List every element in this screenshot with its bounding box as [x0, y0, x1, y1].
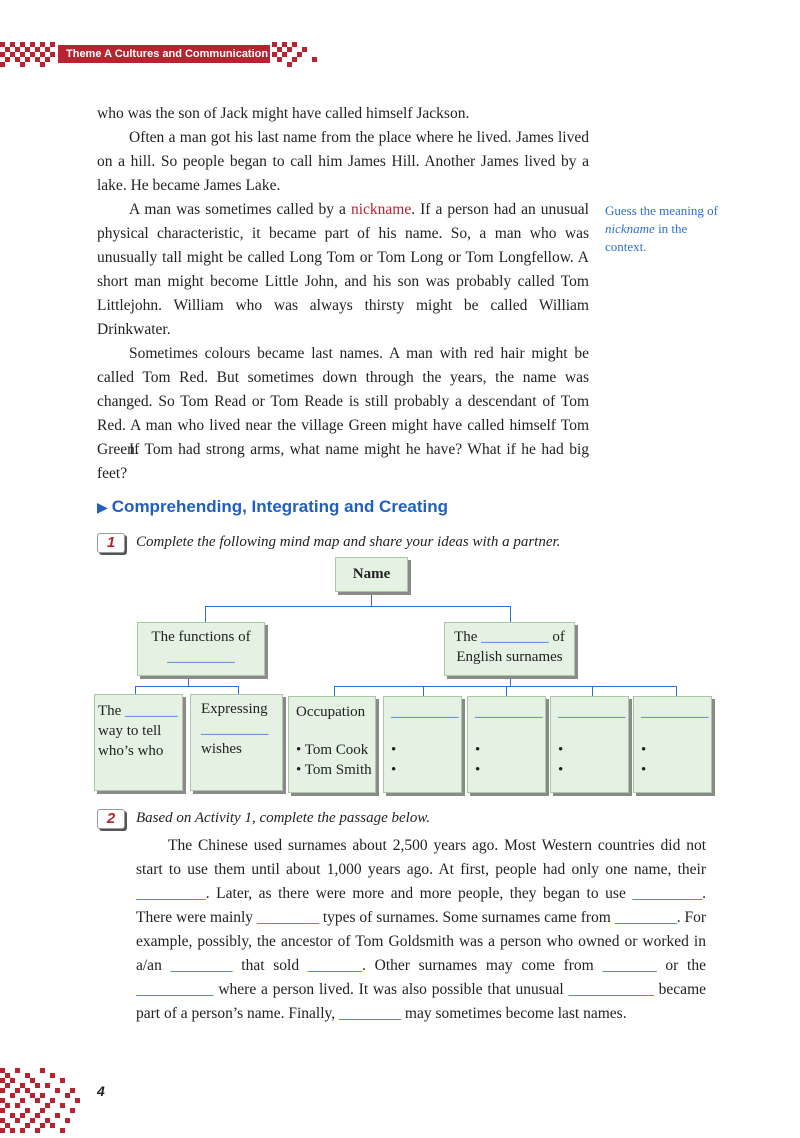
mindmap-blank-box-1: _________ • • [383, 696, 462, 793]
blank-answer[interactable]: _________ [641, 704, 709, 720]
connector [205, 606, 206, 622]
mindmap-occupation-box: Occupation • Tom Cook • Tom Smith [288, 696, 376, 793]
connector [510, 606, 511, 622]
activity-2-passage: The Chinese used surnames about 2,500 years ago. Most Western countries did not start to use them until about 1,000 years ago. At first, people had only one name, their _________. Later, as there were more and more people, they began to use _________. There were mainly ________ types of surnames. Some surnames came from ________. For example, possibly, the ancestor of Tom Goldsmith was a person who owned or worked in a/an ________ that sold _______. Other surnames may come from _______ or the __________ where a person lived. It was also possible that unusual ___________ became part of a person’s name. Finally, ________ may sometimes become last names. [136, 837, 707, 1022]
triangle-icon: ▶ [97, 499, 108, 515]
blank-answer[interactable]: _______ [307, 957, 363, 974]
blank-answer[interactable]: _________ [201, 721, 269, 737]
blank-answer[interactable]: _________ [475, 704, 543, 720]
blank-answer[interactable]: _______ [125, 703, 178, 719]
mindmap-way-box: The _______ way to tell who’s who [94, 694, 183, 791]
connector [592, 686, 593, 696]
blank-answer[interactable]: _________ [167, 649, 235, 665]
blank-answer[interactable]: _________ [136, 885, 206, 902]
connector [188, 676, 189, 686]
mindmap-blank-box-2: _________ • • [467, 696, 546, 793]
connector [510, 676, 511, 686]
header-pixel-decoration [0, 42, 58, 68]
activity-1-number: 1 [97, 533, 125, 553]
footer-pixel-decoration [0, 1068, 90, 1138]
mindmap-origins-box: The _________ of English surnames [444, 622, 575, 676]
blank-answer[interactable]: _______ [602, 957, 657, 974]
mindmap-blank-box-3: _________ • • [550, 696, 629, 793]
blank-answer[interactable]: ________ [339, 1005, 402, 1022]
reading-paragraph-3: A man was sometimes called by a nickname. If a person had an unusual physical characteristic, it became part of his name. So, a man who was unusually tall might be called Long Tom or Tom Long or Tom Longfellow. A short man might become Little John, and his son was probably called Tom Littlejohn. William who was always thirsty might be called William Drinkwater. [97, 201, 589, 338]
connector [238, 686, 239, 694]
activity-2-number: 2 [97, 809, 125, 829]
mindmap-blank-box-4: _________ • • [633, 696, 712, 793]
blank-answer[interactable]: _________ [632, 885, 703, 902]
reading-paragraph-1: who was the son of Jack might have called himself Jackson. [97, 105, 470, 122]
reading-paragraph-5: If Tom had strong arms, what name might he have? What if he had big feet? [97, 441, 589, 482]
blank-answer[interactable]: ___________ [568, 981, 654, 998]
connector [423, 686, 424, 696]
blank-answer[interactable]: _________ [481, 629, 549, 645]
mindmap-functions-box: The functions of _________ [137, 622, 265, 676]
section-title: ▶ Comprehending, Integrating and Creating [97, 497, 449, 516]
blank-answer[interactable]: ________ [614, 909, 677, 926]
connector [135, 686, 239, 687]
activity-1-instruction: Complete the following mind map and share your ideas with a partner. [136, 534, 561, 550]
mindmap-root-name: Name [335, 557, 408, 592]
blank-answer[interactable]: ________ [256, 909, 319, 926]
header-pixel-decoration-right [272, 42, 322, 68]
mindmap-expressing-box: Expressing _________ wishes [190, 694, 283, 791]
connector [135, 686, 136, 694]
blank-answer[interactable]: ________ [170, 957, 233, 974]
margin-note: Guess the meaning of nickname in the context. [605, 203, 719, 254]
connector [371, 592, 372, 606]
theme-header: Theme A Cultures and Communication [58, 45, 270, 63]
reading-paragraph-4: Sometimes colours became last names. A man with red hair might be called Tom Red. But sometimes down through the years, the name was changed. So Tom Read or Tom Reade is still probably a descendant of Tom Red. A man who lived near the village Green might have called himself Tom Green. [97, 345, 589, 458]
connector [205, 606, 511, 607]
reading-paragraph-2: Often a man got his last name from the place where he lived. James lived on a hill. So people began to call him James Hill. Another James lived by a lake. He became James Lake. [97, 129, 589, 194]
blank-answer[interactable]: __________ [136, 981, 214, 998]
blank-answer[interactable]: _________ [558, 704, 626, 720]
connector [506, 686, 507, 696]
connector [334, 686, 335, 696]
connector [676, 686, 677, 696]
activity-2-instruction: Based on Activity 1, complete the passage below. [136, 810, 430, 826]
nickname-highlight: nickname [350, 201, 412, 218]
page-number: 4 [97, 1083, 105, 1099]
blank-answer[interactable]: _________ [391, 704, 459, 720]
